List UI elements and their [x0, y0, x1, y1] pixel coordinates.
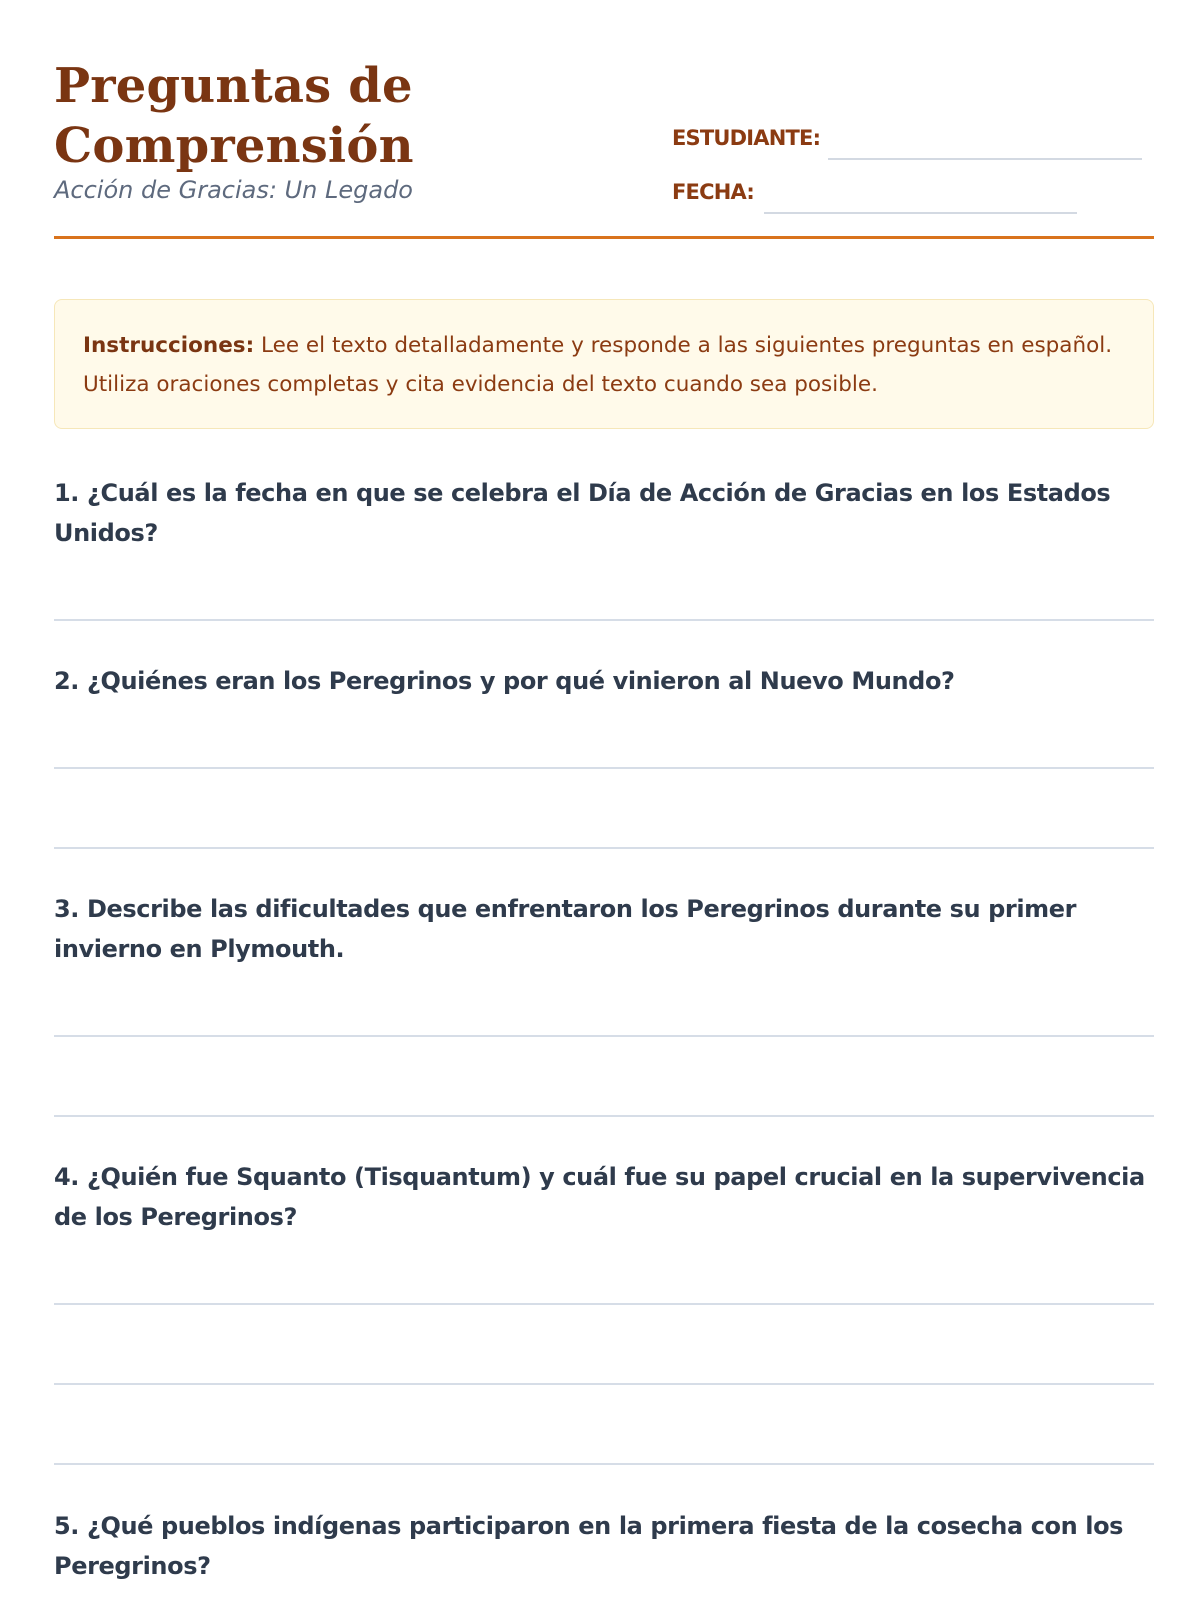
answer-line[interactable]	[54, 767, 1154, 769]
worksheet-header	[54, 56, 1154, 246]
date-label: FECHA:	[672, 180, 754, 204]
title-line-2: Comprensión	[54, 118, 414, 174]
question-3: 3. Describe las dificultades que enfrentaron los Peregrinos durante su primer invierno en Plymouth.	[54, 895, 1077, 963]
answer-line[interactable]	[54, 1035, 1154, 1037]
worksheet-page	[54, 0, 1154, 1600]
instructions-text: Lee el texto detalladamente y responde a las siguientes preguntas en español. Utiliza oraciones completas y cita evidencia del texto cuando sea posible.	[83, 333, 1113, 397]
question-5: 5. ¿Qué pueblos indígenas participaron en la primera fiesta de la cosecha con los Peregrinos?	[54, 1512, 1124, 1580]
header-divider	[54, 236, 1154, 239]
answer-line[interactable]	[54, 1115, 1154, 1117]
question-4: 4. ¿Quién fue Squanto (Tisquantum) y cuál fue su papel crucial en la supervivencia de los Peregrinos?	[54, 1163, 1145, 1231]
student-label: ESTUDIANTE:	[672, 126, 821, 150]
answer-line[interactable]	[54, 847, 1154, 849]
question-2: 2. ¿Quiénes eran los Peregrinos y por qué vinieron al Nuevo Mundo?	[54, 667, 955, 695]
page-subtitle: Acción de Gracias: Un Legado	[54, 176, 413, 204]
date-line[interactable]	[764, 212, 1077, 214]
title-line-1: Preguntas de	[54, 58, 413, 114]
instructions-label: Instrucciones:	[83, 333, 255, 358]
answer-line[interactable]	[54, 619, 1154, 621]
student-name-line[interactable]	[828, 158, 1142, 160]
answer-line[interactable]	[54, 1303, 1154, 1305]
instructions-box	[54, 299, 1154, 429]
answer-line[interactable]	[54, 1383, 1154, 1385]
page-title	[54, 56, 614, 176]
answer-line[interactable]	[54, 1463, 1154, 1465]
question-1: 1. ¿Cuál es la fecha en que se celebra el Día de Acción de Gracias en los Estados Unidos?	[54, 479, 1111, 547]
